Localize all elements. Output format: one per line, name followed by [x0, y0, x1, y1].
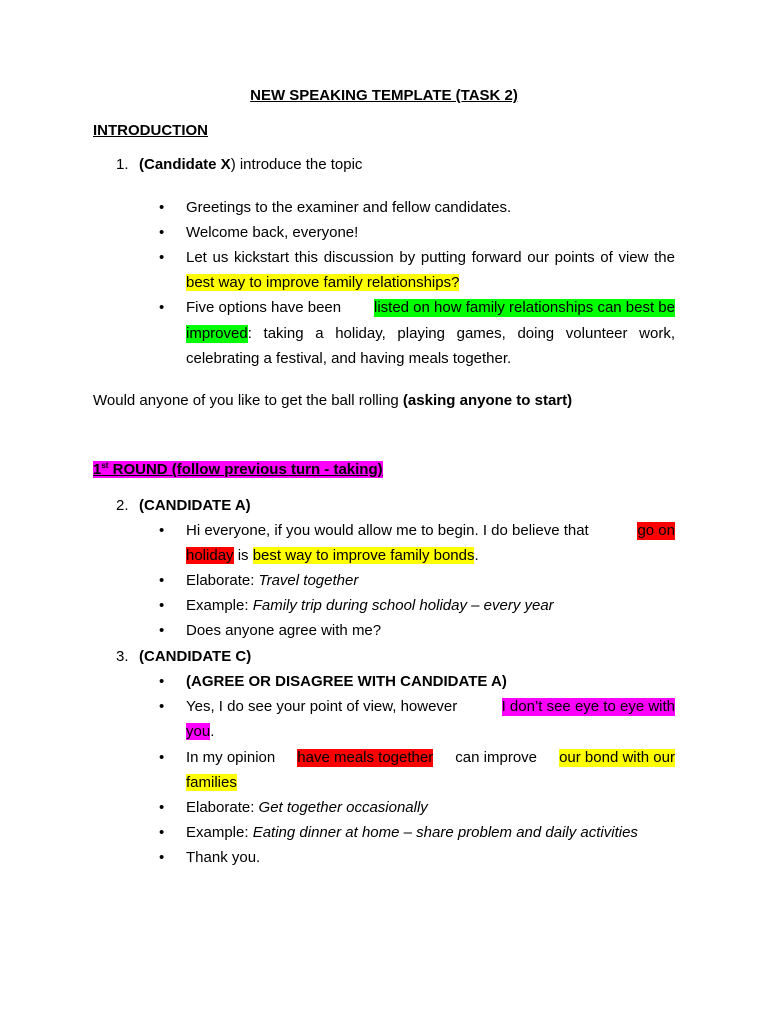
highlight-yellow: best way to improve family relationships? — [186, 274, 460, 291]
list-number: 2. — [116, 497, 129, 514]
bullet-text: Greetings to the examiner and fellow candidates. — [186, 199, 512, 216]
bullet-icon: • — [159, 673, 165, 690]
closing-line: Would anyone of you like to get the ball rolling (asking anyone to start) — [93, 392, 573, 409]
highlight-yellow: families — [186, 774, 237, 791]
bullet-icon: • — [159, 749, 165, 766]
bullet-icon: • — [159, 572, 165, 589]
highlight-yellow: our bond with our — [559, 749, 675, 766]
bullet-icon: • — [159, 824, 165, 841]
highlight-red: go on — [637, 522, 675, 539]
bullet-icon: • — [159, 597, 165, 614]
introduction-heading: INTRODUCTION — [93, 122, 208, 139]
highlight-magenta: I don’t see eye to eye with — [501, 698, 675, 715]
bullet-icon: • — [159, 698, 165, 715]
highlight-yellow: best way to improve family bonds — [252, 547, 475, 564]
highlight-green: improved — [186, 325, 248, 342]
candidate-label: (CANDIDATE C) — [139, 648, 252, 665]
list-number: 1. — [116, 156, 129, 173]
bullet-icon: • — [159, 199, 165, 216]
list-number: 3. — [116, 648, 129, 665]
bullet-icon: • — [159, 522, 165, 539]
highlight-magenta: you — [186, 723, 211, 740]
round-heading — [93, 461, 383, 479]
highlight-red: have meals together — [297, 749, 434, 766]
highlight-magenta: 1st ROUND (follow previous turn - taking) — [93, 461, 383, 478]
bullet-icon: • — [159, 224, 165, 241]
candidate-label: (CANDIDATE A) — [139, 497, 251, 514]
bullet-icon: • — [159, 799, 165, 816]
bullet-icon: • — [159, 622, 165, 639]
list-item-text: (Candidate X) introduce the topic — [139, 156, 363, 173]
highlight-red: holiday — [186, 547, 234, 564]
bullet-icon: • — [159, 249, 165, 266]
page-title: NEW SPEAKING TEMPLATE (TASK 2) — [250, 87, 518, 104]
bullet-icon: • — [159, 299, 165, 316]
bullet-text: Welcome back, everyone! — [186, 224, 359, 241]
bullet-icon: • — [159, 849, 165, 866]
bullet-text: Let us kickstart this discussion by putting forward our points of view the — [186, 249, 675, 266]
highlight-green: listed on how family relationships can best be — [374, 299, 675, 316]
document-page: NEW SPEAKING TEMPLATE (TASK 2) INTRODUCTION 1. (Candidate X) introduce the topic • Greetings to the examiner and fellow candidates. • Welcome back, everyone! • Let us kickstart this discussion by putting forward our points of view the best way to improve family relationships? • Five options have been listed on how family relationships can best be improved : taking a holiday, playing games, doing volunteer work, celebrating a festival, and having meals together. Would anyone of you like to get the ball rolling (asking anyone to start) 1st ROUND (follow previous turn - taking) 2. (CANDIDATE A) • Hi everyone, if you would allow me to begin. I do believe that go on holiday is best way to improve family bonds. • Elaborate: Travel together • Example: Family trip during school holiday – every year • Does anyone agree with me? 3. (CANDIDATE C) • (AGREE OR DISAGREE WITH CANDIDATE A) • Yes, I do see your point of view, however I don’t see eye to eye with you. • In my opinion have meals together can improve our bond with our families • Elaborate: Get together occasionally • Example: Eating dinner at home – share problem and daily activities • Thank you. — [93, 87, 675, 866]
